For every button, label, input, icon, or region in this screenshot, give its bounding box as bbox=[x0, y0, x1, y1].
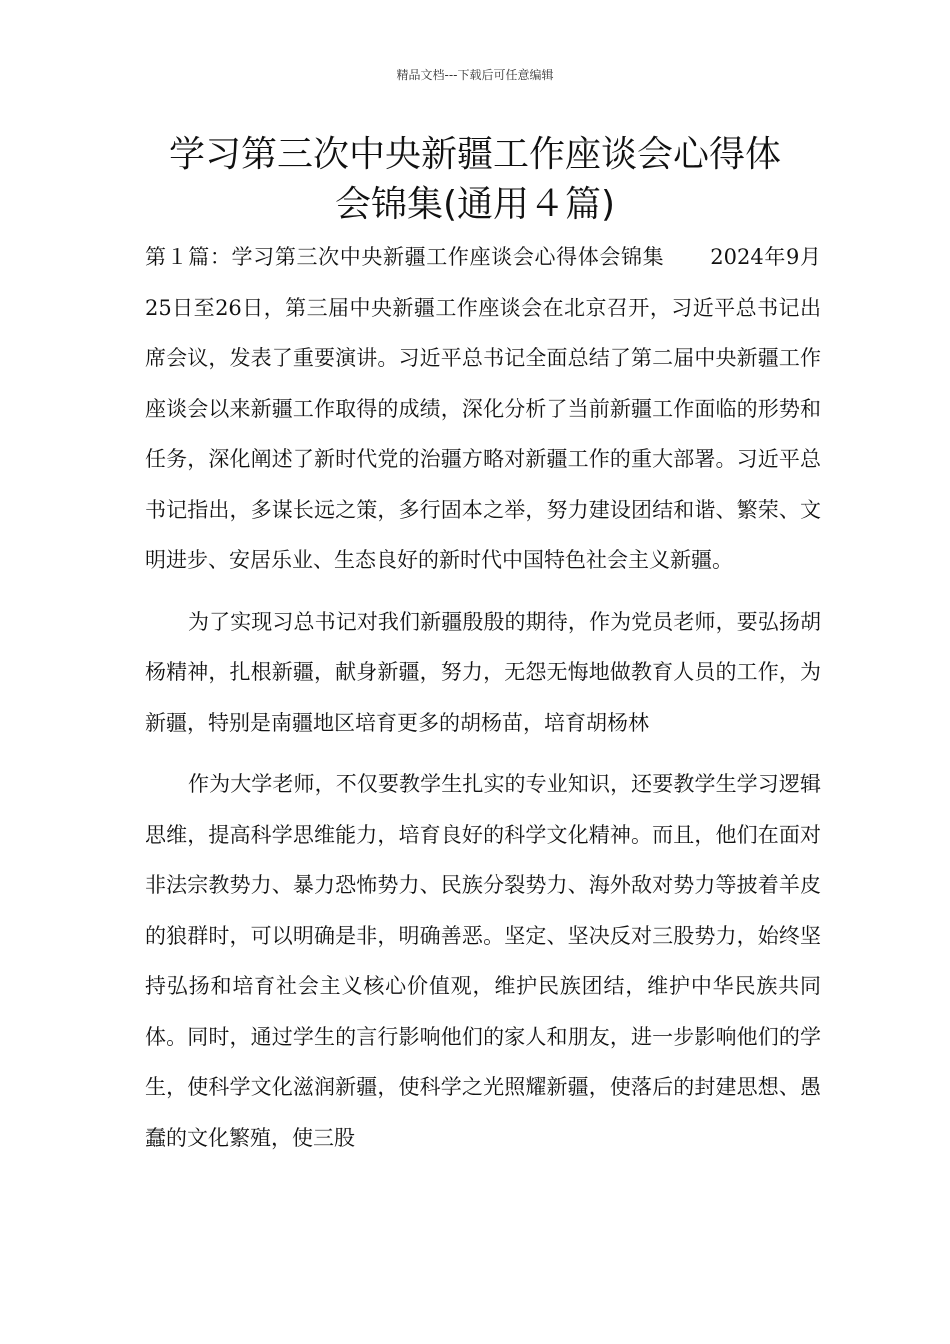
body-text bbox=[145, 232, 821, 1163]
paragraph-2: 作为大学老师，不仅要教学生扎实的专业知识，还要教学生学习逻辑思维，提高科学思维能力，培育良好的科学文化精神。而且，他们在面对非法宗教势力、暴力恐怖势力、民族分裂势力、海外敌对势力等披着羊皮的狼群时，可以明确是非，明确善恶。坚定、坚决反对三股势力，始终坚持弘扬和培育社会主义核心价值观，维护民族团结，维护中华民族共同体。同时，通过学生的言行影响他们的家人和朋友，进一步影响他们的学生，使科学文化滋润新疆，使科学之光照耀新疆，使落后的封建思想、愚蠢的文化繁殖，使三股 bbox=[145, 772, 821, 1150]
document-title bbox=[130, 130, 820, 230]
section-intro-paragraph bbox=[145, 232, 821, 586]
header-note: 精品文档---下载后可任意编辑 bbox=[396, 68, 554, 82]
title-line-2: 会锦集(通用４篇) bbox=[334, 184, 616, 225]
title-line-1: 学习第三次中央新疆工作座谈会心得体 bbox=[168, 134, 781, 175]
section-heading: 第１篇：学习第三次中央新疆工作座谈会心得体会锦集 bbox=[145, 245, 665, 269]
paragraph-1: 为了实现习总书记对我们新疆殷殷的期待，作为党员老师，要弘扬胡杨精神，扎根新疆，献身新疆，努力，无怨无悔地做教育人员的工作，为新疆，特别是南疆地区培育更多的胡杨苗，培育胡杨林 bbox=[145, 609, 821, 735]
intro-text: 2024年9月25日至26日，第三届中央新疆工作座谈会在北京召开，习近平总书记出席会议，发表了重要演讲。习近平总书记全面总结了第二届中央新疆工作座谈会以来新疆工作取得的成绩，深化分析了当前新疆工作面临的形势和任务，深化阐述了新时代党的治疆方略对新疆工作的重大部署。习近平总书记指出，多谋长远之策，多行固本之举，努力建设团结和谐、繁荣、文明进步、安居乐业、生态良好的新时代中国特色社会主义新疆。 bbox=[145, 245, 821, 572]
